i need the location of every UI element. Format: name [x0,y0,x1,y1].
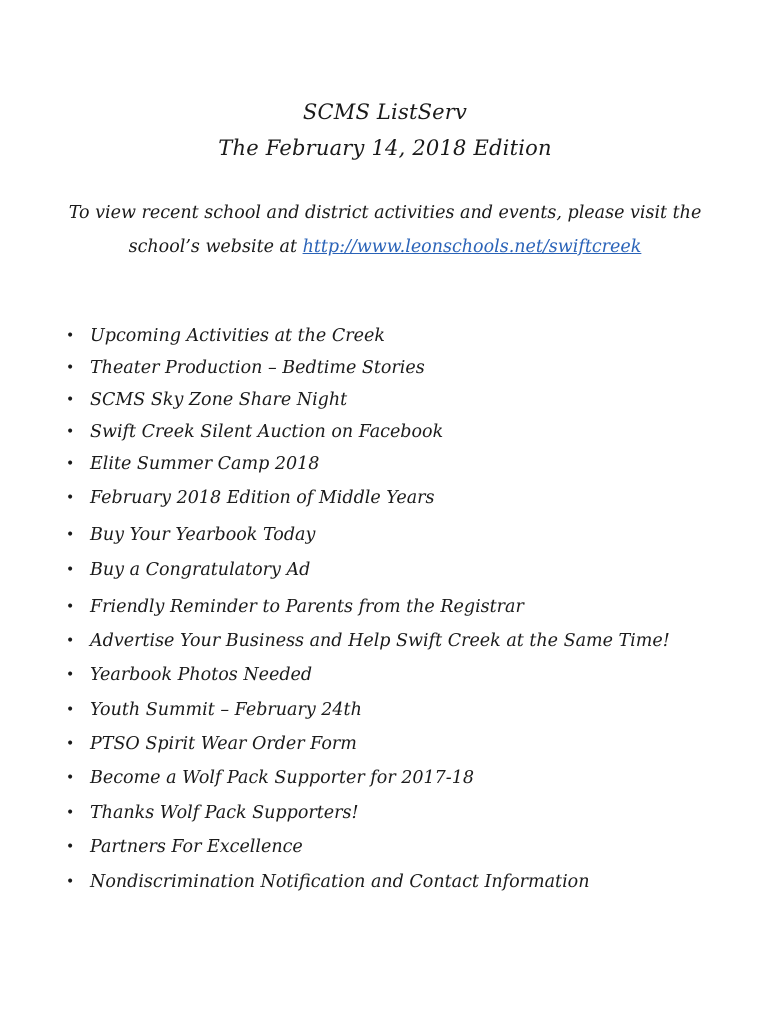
list-item [64,831,303,863]
bullet-icon: • [66,456,75,472]
list-item-label: Buy a Congratulatory Ad [90,560,311,580]
page-title: SCMS ListServ [302,100,468,124]
list-item-label: Advertise Your Business and Help Swift Creek at the Same Time! [90,631,670,651]
bullet-icon: • [66,527,75,543]
list-item [64,728,357,760]
bullet-icon: • [66,633,75,649]
list-item [64,591,524,623]
list-item [64,694,362,726]
list-item [64,625,670,657]
bullet-icon: • [66,805,75,821]
bullet-icon: • [66,770,75,786]
school-website-link[interactable]: http://www.leonschools.net/swiftcreek [302,237,642,257]
intro-paragraph [50,196,720,264]
intro-text: To view recent school and district activities and events, please visit the school’s website at [68,203,702,257]
list-item [64,659,312,691]
bullet-icon: • [66,562,75,578]
title-block [0,94,770,166]
bullet-icon: • [66,702,75,718]
bullet-icon: • [66,839,75,855]
list-item [64,866,590,898]
list-item [64,448,319,480]
bullet-icon: • [66,490,75,506]
list-item-label: SCMS Sky Zone Share Night [90,390,348,410]
bullet-icon: • [66,736,75,752]
list-item [64,416,443,448]
bullet-icon: • [66,667,75,683]
list-item-label: Theater Production – Bedtime Stories [90,358,425,378]
list-item [64,384,347,416]
list-item [64,762,474,794]
list-item-label: Become a Wolf Pack Supporter for 2017-18 [90,768,474,788]
bullet-icon: • [66,328,75,344]
list-item-label: February 2018 Edition of Middle Years [90,488,435,508]
bullet-icon: • [66,360,75,376]
list-item-label: Nondiscrimination Notification and Contact Information [90,872,590,892]
list-item-label: Thanks Wolf Pack Supporters! [90,803,359,823]
bullet-icon: • [66,874,75,890]
list-item [64,519,315,551]
list-item [64,482,434,514]
list-item [64,352,425,384]
list-item-label: Friendly Reminder to Parents from the Registrar [90,597,524,617]
list-item-label: PTSO Spirit Wear Order Form [90,734,357,754]
edition-subtitle: The February 14, 2018 Edition [218,136,552,160]
list-item-label: Upcoming Activities at the Creek [90,326,385,346]
list-item [64,554,310,586]
bullet-icon: • [66,599,75,615]
bullet-icon: • [66,424,75,440]
list-item-label: Yearbook Photos Needed [90,665,313,685]
list-item [64,320,385,352]
list-item-label: Swift Creek Silent Auction on Facebook [90,422,444,442]
list-item [64,797,359,829]
bullet-icon: • [66,392,75,408]
list-item-label: Buy Your Yearbook Today [90,525,316,545]
list-item-label: Elite Summer Camp 2018 [90,454,320,474]
list-item-label: Youth Summit – February 24th [90,700,362,720]
list-item-label: Partners For Excellence [90,837,303,857]
